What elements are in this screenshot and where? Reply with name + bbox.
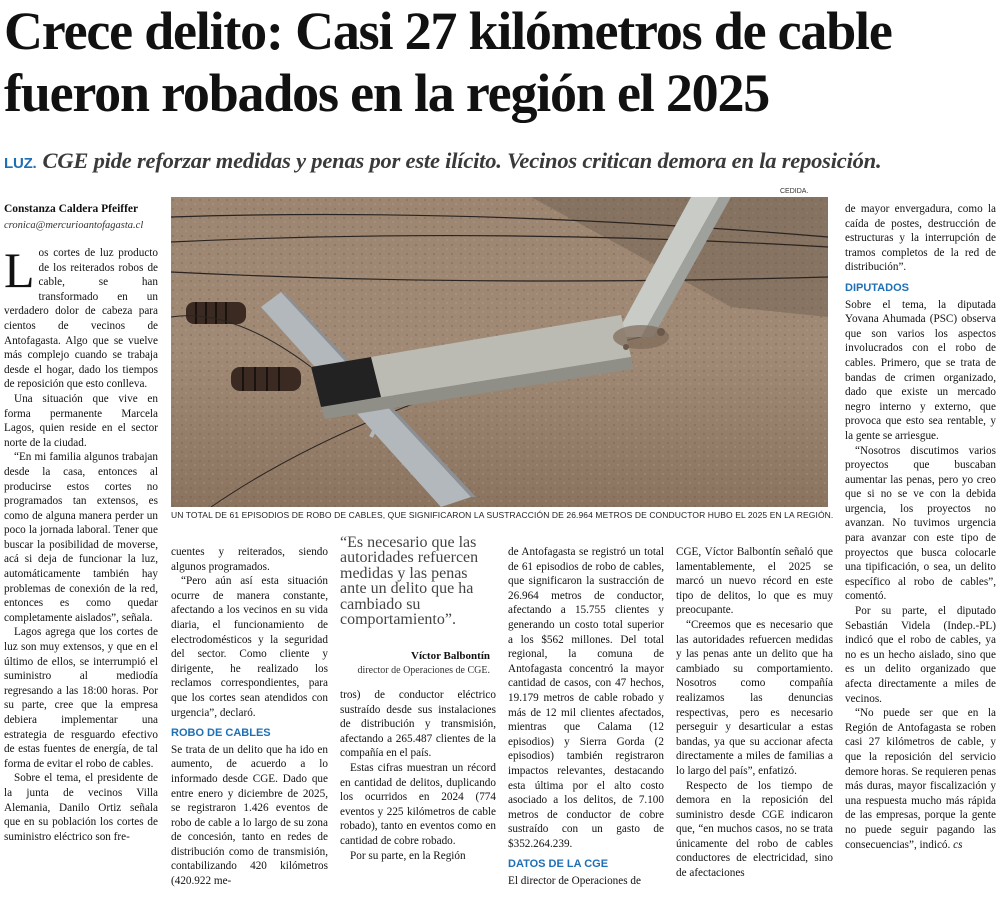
- pull-quote-role: director de Operaciones de CGE.: [357, 665, 490, 676]
- column-2: [171, 545, 328, 889]
- paragraph: Sobre el tema, el presidente de la junta de vecinos Villa Alemania, Danilo Ortiz señala que en su población los cortes de suministro eléctrico son fre-: [4, 772, 158, 843]
- deck-text: CGE pide reforzar medidas y penas por este ilícito. Vecinos critican demora en la reposición.: [42, 148, 882, 173]
- column-3: [340, 688, 496, 863]
- paragraph: Estas cifras muestran un récord en cantidad de delitos, duplicando los ocurridos en 2024 (774 eventos y 225 kilómetros de cable robado), tanto en eventos como en cantidad de cobre robado.: [340, 761, 496, 847]
- paragraph: “En mi familia algunos trabajan desde la casa, entonces al producirse estos cortes no programados tan extensos, es como de alguna manera perder un poco la jornada laboral. Tener que buscar la posibilidad de moverse, acá si deja de funcionar la luz, automáticamente también hay problemas de conexión de la red, entonces es como quedar completamente aislados”, señala.: [4, 451, 158, 624]
- photo-credit: CEDIDA.: [780, 188, 809, 195]
- dropcap: L: [4, 242, 35, 298]
- paragraph: de mayor envergadura, como la caída de postes, destrucción de estructuras y la interrupción de tramos completos de la red de distribución”.: [845, 203, 996, 274]
- pull-quote-name: Víctor Balbontín: [411, 650, 490, 662]
- column-4: [508, 545, 664, 889]
- fallen-pole-image: [171, 197, 828, 507]
- column-6: [845, 202, 996, 852]
- end-mark: cs: [953, 838, 963, 851]
- column-1: [4, 242, 158, 844]
- paragraph: Se trata de un delito que ha ido en aumento, de acuerdo a lo informado desde CGE. Dado que entre enero y diciembre de 2025, se registraron 1.426 eventos de robo de cable a lo largo de su zona de concesión, tanto en redes de distribución como de transmisión, contabilizando 420 kilómetros (420.922 me-: [171, 743, 328, 888]
- paragraph: “Creemos que es necesario que las autoridades refuercen medidas y las penas ante un delito que ha cambiado su comportamiento. Nosotros como compañía realizamos las denuncias respectivas, pero es necesario perseguir y desarticular a estas bandas, ya que su accionar afecta directamente a miles de familias a lo largo del país”, enfatizó.: [676, 618, 833, 777]
- paragraph: El director de Operaciones de: [508, 875, 641, 888]
- deck: [4, 148, 996, 174]
- paragraph: Por su parte, en la Región: [350, 849, 466, 862]
- pull-quote: “Es necesario que las autoridades refuercen medidas y las penas ante un delito que ha cambiado su comportamiento”.: [340, 534, 479, 629]
- paragraph: Por su parte, el diputado Sebastián Videla (Indep.-PL) indicó que el robo de cables, ya no es un hecho aislado, sino que es un delito organizado que afecta directamente a miles de vecinos.: [845, 605, 996, 705]
- subheading-datos-cge: DATOS DE LA CGE: [508, 858, 609, 871]
- subheading-robo-de-cables: ROBO DE CABLES: [171, 727, 271, 740]
- paragraph: Respecto de los tiempo de demora en la reposición del suministro desde CGE indicaron que, “en muchos casos, no se trata únicamente del robo de cables conductores de electricidad, sino de afectaciones: [676, 779, 833, 880]
- paragraph: tros) de conductor eléctrico sustraído desde sus instalaciones de distribución y transmisión, afectando a 265.487 clientes de la compañía en el país.: [340, 689, 496, 760]
- paragraph: de Antofagasta se registró un total de 61 episodios de robo de cables, que significaron la sustracción de 26.964 metros de conductor, afectando a 15.755 clientes y generando un costo total superior a los $562 millones. Del total regional, la comuna de Antofagasta concentró la mayor cantidad de casos, con 47 hechos, 19.179 metros de cable robado y más de 12 mil clientes afectados, mientras que Calama (12 episodios) y Sierra Gorda (2 episodios) también registraron impactos relevantes, destacando esta última por el alto costo asociado a los delitos, de 7.100 metros de conductor de cobre sustraído con un gasto de $352.264.239.: [508, 546, 664, 850]
- subheading-diputados: DIPUTADOS: [845, 281, 909, 294]
- deck-kicker: LUZ.: [4, 155, 37, 172]
- paragraph: “Nosotros discutimos varios proyectos que buscaban aumentar las penas, pero yo creo que si no se ve con la debida urgencia, los proyectos no avanzan. No tuvimos urgencia para avanzar con este tipo de proyectos que busca colocarle una tipificación, o sea, un delito específico al robo de cables”, comentó.: [845, 444, 996, 603]
- byline-email[interactable]: cronica@mercurioantofagasta.cl: [4, 220, 144, 231]
- paragraph: Lagos agrega que los cortes de luz son muy extensos, y que en el último de ellos, se interrumpió el suministro al mediodía regresando a las 18:00 horas. Por su parte, cree que la empresa debiera implementar una estrategia de resguardo efectivo de estas fuentes de energía, de tal forma de evitar el robo de cables.: [4, 626, 158, 770]
- paragraph: CGE, Víctor Balbontín señaló que lamentablemente, el 2025 se marcó un nuevo récord en este tipo de delitos, lo que es muy preocupante.: [676, 546, 833, 617]
- paragraph: “No puede ser que en la Región de Antofagasta se roben casi 27 kilómetros de cable, y que la reposición del servicio demore horas. Se requieren penas más duras, mayor fiscalización y una respuesta mucho más rápida de las empresas, porque la gente no puede seguir pagando las consecuencias”, indicó. cs: [845, 707, 996, 851]
- article-photo: [171, 197, 828, 507]
- byline-author: Constanza Caldera Pfeiffer: [4, 203, 139, 215]
- photo-caption: UN TOTAL DE 61 EPISODIOS DE ROBO DE CABLES, QUE SIGNIFICARON LA SUSTRACCIÓN DE 26.964 METROS DE CONDUCTOR HUBO EL 2025 EN LA REGIÓN.: [171, 510, 834, 520]
- paragraph: cuentes y reiterados, siendo algunos programados.: [171, 546, 328, 573]
- paragraph: Sobre el tema, la diputada Yovana Ahumada (PSC) observa que son varios los aspectos involucrados con el robo de cables. Primero, que se trata de bandas de crimen organizado, dado que existe un mercado negro interno y externo, que provoca que esto sea rentable, y la gente se arriesgue.: [845, 298, 996, 442]
- paragraph: “Pero aún así esta situación ocurre de manera constante, afectando a los vecinos en su vida diaria, el funcionamiento de electrodomésticos y la seguridad del sector. Como cliente y dirigente, he realizado los reclamos correspondientes, para que los cortes sean atendidos con urgencia”, declaró.: [171, 575, 328, 719]
- headline: Crece delito: Casi 27 kilómetros de cable fueron robados en la región el 2025: [4, 1, 892, 123]
- paragraph: Una situación que vive en forma permanente Marcela Lagos, quien reside en el sector norte de la ciudad.: [4, 392, 158, 449]
- paragraph: Los cortes de luz producto de los reiterados robos de cable, se han transformado en un verdadero dolor de cabeza para cientos de vecinos de Antofagasta. Algo que se vuelve más complejo cuando se trabaja desde el hogar, dado los tiempos de reposición que esto conlleva.: [4, 242, 158, 391]
- column-5: [676, 545, 833, 881]
